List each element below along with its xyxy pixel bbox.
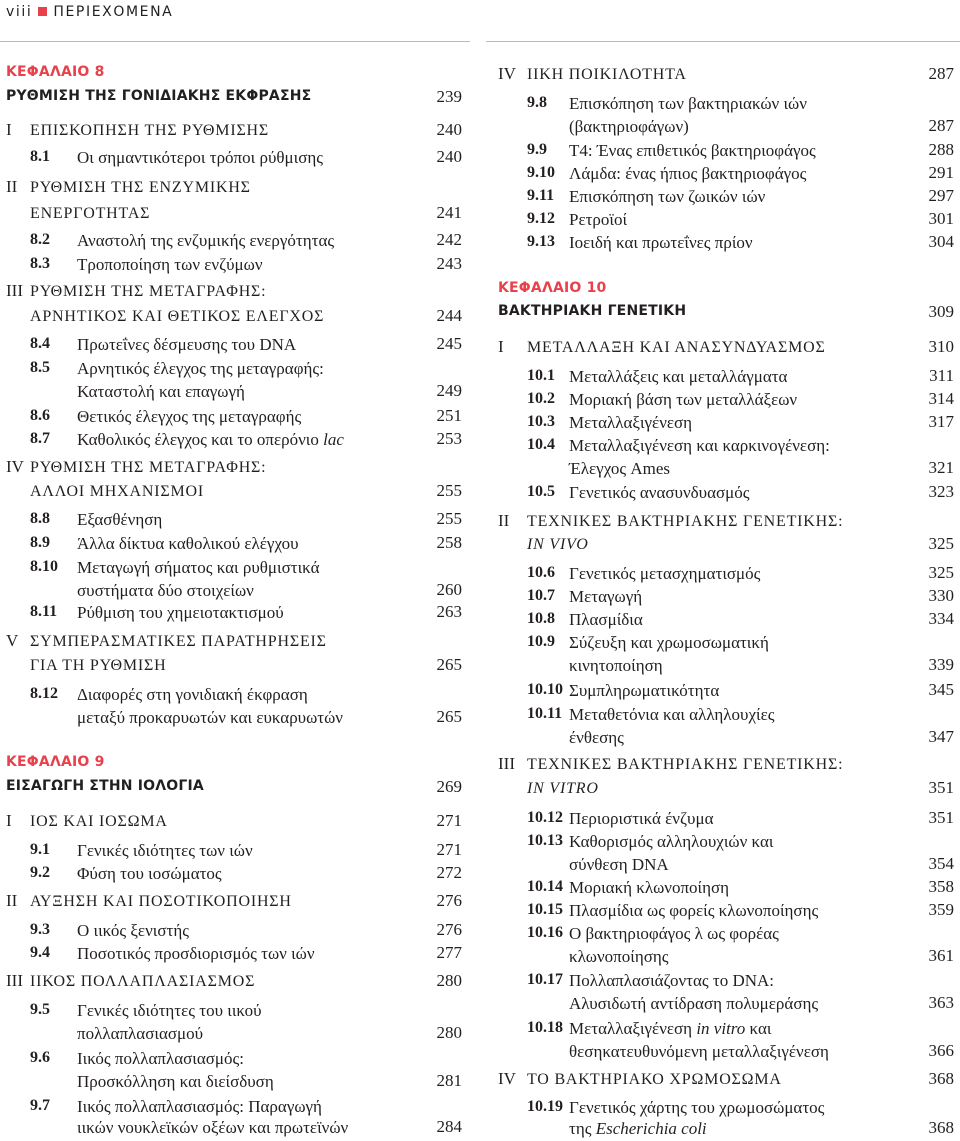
page-number: 354 (928, 854, 954, 873)
section-numeral: V (6, 631, 19, 650)
section-title-line1: ΡΥΘΜΙΣΗ ΤΗΣ ΕΝΖΥΜΙΚΗΣ (30, 179, 251, 196)
entry-title: Ρύθμιση του χημειοτακτισμού (77, 603, 284, 622)
entry-number: 10.5 (527, 483, 555, 500)
entry-title: Γενετικός μετασχηματισμός (569, 564, 761, 583)
page-number: 242 (436, 230, 462, 249)
page-number: 280 (436, 1023, 462, 1042)
entry-title-line1: Γενικές ιδιότητες του ιικού (77, 1001, 262, 1020)
entry-title-line1: Ο βακτηριοφάγος λ ως φορέας (569, 924, 779, 943)
entry-number: 9.8 (527, 94, 547, 111)
entry-title-text: της (569, 1119, 592, 1138)
entry-number: 8.10 (30, 558, 58, 575)
page-number: 284 (436, 1117, 462, 1136)
entry-number: 10.2 (527, 390, 555, 407)
page-number: 277 (436, 943, 462, 962)
entry-title: Ιοειδή και πρωτεΐνες πρίον (569, 233, 753, 252)
entry-number: 10.4 (527, 436, 555, 453)
page-number: 260 (436, 580, 462, 599)
section-title-line2: ΑΡΝΗΤΙΚΟΣ ΚΑΙ ΘΕΤΙΚΟΣ ΕΛΕΓΧΟΣ (30, 308, 325, 325)
section-numeral: I (6, 811, 12, 830)
page-number: 253 (436, 429, 462, 448)
page-number: 287 (928, 116, 954, 135)
entry-number: 9.13 (527, 233, 555, 250)
entry-number: 10.8 (527, 610, 555, 627)
entry-title: Τροποποίηση των ενζύμων (77, 255, 263, 274)
page-number: 271 (436, 840, 462, 859)
page-number: 309 (928, 302, 954, 321)
page-number: 244 (436, 306, 462, 325)
entry-title-italic: Escherichia coli (595, 1119, 707, 1138)
entry-title-text: Μεταλλαξιγένεση (569, 1019, 693, 1038)
page-number: 245 (436, 334, 462, 353)
red-square-icon (38, 7, 47, 16)
page-number: 287 (928, 64, 954, 83)
entry-number: 9.5 (30, 1001, 50, 1018)
entry-title-line2: κλωνοποίησης (569, 947, 669, 966)
entry-title-line1: Επισκόπηση των βακτηριακών ιών (569, 94, 807, 113)
entry-title-line2: συστήματα δύο στοιχείων (77, 581, 254, 600)
entry-title-line1: Καθορισμός αλληλουχιών και (569, 832, 774, 851)
entry-title: Περιοριστικά ένζυμα (569, 809, 714, 828)
entry-number: 10.7 (527, 587, 555, 604)
section-title-line1: ΡΥΘΜΙΣΗ ΤΗΣ ΜΕΤΑΓΡΑΦΗΣ: (30, 459, 267, 476)
entry-number: 9.4 (30, 944, 50, 961)
entry-title-line2: ιικών νουκλεϊκών οξέων και πρωτεϊνών (77, 1118, 349, 1137)
entry-title: Μεταγωγή (569, 587, 643, 606)
section-numeral: I (498, 337, 504, 356)
section-title-line1: ΤΕΧΝΙΚΕΣ ΒΑΚΤΗΡΙΑΚΗΣ ΓΕΝΕΤΙΚΗΣ: (527, 513, 844, 530)
entry-title: Ποσοτικός προσδιορισμός των ιών (77, 944, 315, 963)
entry-number: 10.9 (527, 633, 555, 650)
entry-title: Μεταλλάξεις και μεταλλάγματα (569, 367, 788, 386)
page-number: 347 (928, 727, 954, 746)
entry-title: Πλασμίδια ως φορείς κλωνοποίησης (569, 901, 819, 920)
entry-title-line2: ένθεσης (569, 728, 624, 747)
page-number: 240 (436, 147, 462, 166)
chapter-title: ΕΙΣΑΓΩΓΗ ΣΤΗΝ ΙΟΛΟΓΙΑ (6, 778, 204, 794)
page-number: 258 (436, 533, 462, 552)
entry-title-line1: Πολλαπλασιάζοντας το DNA: (569, 971, 774, 990)
page-number: 351 (928, 808, 954, 827)
page-number: 239 (436, 87, 462, 106)
entry-title-line1: Μεταγωγή σήματος και ρυθμιστικά (77, 558, 320, 577)
page-number: 325 (928, 563, 954, 582)
page-number: 265 (436, 655, 462, 674)
entry-number: 8.8 (30, 510, 50, 527)
section-title-line2: ΑΛΛΟΙ ΜΗΧΑΝΙΣΜΟΙ (30, 483, 204, 500)
header-label: ΠΕΡΙΕΧΟΜΕΝΑ (53, 4, 174, 20)
entry-title: Ρετροϊοί (569, 210, 628, 229)
entry-title-line2: Καταστολή και επαγωγή (77, 382, 245, 401)
chapter-title: ΒΑΚΤΗΡΙΑΚΗ ΓΕΝΕΤΙΚΗ (498, 303, 687, 319)
entry-title-line1: Μεταλλαξιγένεση και καρκινογένεση: (569, 436, 830, 455)
entry-title: Μεταλλαξιγένεση (569, 413, 693, 432)
section-title-line2: IN VITRO (527, 780, 599, 797)
entry-title (77, 429, 344, 451)
section-numeral: IV (6, 457, 24, 476)
entry-number: 9.11 (527, 187, 555, 204)
entry-number: 10.19 (527, 1098, 563, 1115)
section-title-line2: ΕΝΕΡΓΟΤΗΤΑΣ (30, 205, 151, 222)
section-numeral: III (6, 971, 23, 990)
entry-number: 10.17 (527, 971, 563, 988)
header-rule-left (0, 41, 470, 42)
entry-number: 8.4 (30, 335, 50, 352)
section-title-line1: ΣΥΜΠΕΡΑΣΜΑΤΙΚΕΣ ΠΑΡΑΤΗΡΗΣΕΙΣ (30, 633, 327, 650)
chapter-label: ΚΕΦΑΛΑΙΟ 9 (6, 754, 105, 770)
entry-number: 10.6 (527, 564, 555, 581)
entry-title-italic: lac (323, 430, 344, 449)
section-title-line2: IN VIVO (527, 536, 589, 553)
page-number: 255 (436, 509, 462, 528)
entry-number: 10.15 (527, 901, 563, 918)
page-number: viii (6, 4, 33, 20)
entry-number: 8.11 (30, 603, 58, 620)
page-number: 272 (436, 863, 462, 882)
section-title: ΙΙΚΟΣ ΠΟΛΛΑΠΛΑΣΙΑΣΜΟΣ (30, 973, 256, 990)
page-number: 317 (928, 412, 954, 431)
section-numeral: IV (498, 1069, 516, 1088)
page-number: 334 (928, 609, 954, 628)
entry-number: 9.9 (527, 141, 547, 158)
page-number: 241 (436, 203, 462, 222)
entry-number: 10.16 (527, 924, 563, 941)
section-numeral: II (6, 177, 18, 196)
entry-title: Μοριακή κλωνοποίηση (569, 878, 730, 897)
entry-number: 9.2 (30, 864, 50, 881)
page-number: 345 (928, 680, 954, 699)
entry-title: Πρωτεΐνες δέσμευσης του DNA (77, 335, 297, 354)
page-number: 311 (929, 366, 954, 385)
page-number: 271 (436, 811, 462, 830)
entry-title-line1 (569, 1018, 771, 1040)
entry-number: 8.6 (30, 407, 50, 424)
page-number: 351 (928, 778, 954, 797)
section-title: ΤΟ ΒΑΚΤΗΡΙΑΚΟ ΧΡΩΜΟΣΩΜΑ (527, 1071, 782, 1088)
entry-title: Οι σημαντικότεροι τρόποι ρύθμισης (77, 148, 323, 167)
section-title-line2: ΓΙΑ ΤΗ ΡΥΘΜΙΣΗ (30, 657, 167, 674)
page-number: 368 (928, 1069, 954, 1088)
entry-number: 10.13 (527, 832, 563, 849)
entry-title-line1: Ιικός πολλαπλασιασμός: (77, 1049, 244, 1068)
page-number: 281 (436, 1071, 462, 1090)
entry-title-text: Καθολικός έλεγχος και το οπερόνιο (77, 430, 319, 449)
page-number: 297 (928, 186, 954, 205)
page-number: 358 (928, 877, 954, 896)
page-number: 323 (928, 482, 954, 501)
chapter-label: ΚΕΦΑΛΑΙΟ 8 (6, 64, 105, 80)
section-numeral: II (6, 891, 18, 910)
entry-title: Φύση του ιοσώματος (77, 864, 222, 883)
running-header (6, 4, 173, 20)
section-title: ΑΥΞΗΣΗ ΚΑΙ ΠΟΣΟΤΙΚΟΠΟΙΗΣΗ (30, 893, 292, 910)
page-number: 301 (928, 209, 954, 228)
entry-title: Αναστολή της ενζυμικής ενεργότητας (77, 231, 335, 250)
entry-number: 10.10 (527, 681, 563, 698)
page-number: 361 (928, 946, 954, 965)
page-number: 310 (928, 337, 954, 356)
entry-title-line1: Γενετικός χάρτης του χρωμοσώματος (569, 1098, 825, 1117)
entry-title: Πλασμίδια (569, 610, 643, 629)
page-number: 240 (436, 120, 462, 139)
page-number: 330 (928, 586, 954, 605)
entry-title-line2: σύνθεση DNA (569, 855, 669, 874)
page-number: 325 (928, 534, 954, 553)
entry-title: Γενετικός ανασυνδυασμός (569, 483, 750, 502)
entry-number: 10.12 (527, 809, 563, 826)
entry-title: Μοριακή βάση των μεταλλάξεων (569, 390, 798, 409)
entry-title-line2: μεταξύ προκαρυωτών και ευκαρυωτών (77, 708, 343, 727)
entry-title-line2: Προσκόλληση και διείσδυση (77, 1072, 274, 1091)
chapter-label: ΚΕΦΑΛΑΙΟ 10 (498, 280, 607, 296)
section-title: ΜΕΤΑΛΛΑΞΗ ΚΑΙ ΑΝΑΣΥΝΔΥΑΣΜΟΣ (527, 339, 826, 356)
page-number: 276 (436, 891, 462, 910)
entry-number: 8.5 (30, 359, 50, 376)
entry-number: 10.11 (527, 705, 563, 722)
entry-title-line1: Μεταθετόνια και αλληλουχίες (569, 705, 775, 724)
page-number: 265 (436, 707, 462, 726)
chapter-title: ΡΥΘΜΙΣΗ ΤΗΣ ΓΟΝΙΔΙΑΚΗΣ ΕΚΦΡΑΣΗΣ (6, 88, 312, 104)
page-number: 304 (928, 232, 954, 251)
entry-number: 10.18 (527, 1019, 563, 1036)
entry-title: Θετικός έλεγχος της μεταγραφής (77, 407, 302, 426)
entry-number: 8.12 (30, 685, 58, 702)
page-number: 288 (928, 140, 954, 159)
entry-number: 9.3 (30, 921, 50, 938)
section-title-line1: ΡΥΘΜΙΣΗ ΤΗΣ ΜΕΤΑΓΡΑΦΗΣ: (30, 283, 267, 300)
page-number: 359 (928, 900, 954, 919)
page-number: 339 (928, 655, 954, 674)
entry-number: 8.3 (30, 255, 50, 272)
entry-title-line2: θεσηκατευθυνόμενη μεταλλαξιγένεση (569, 1042, 829, 1061)
entry-title-line1: Σύζευξη και χρωμοσωματική (569, 633, 769, 652)
entry-number: 9.12 (527, 210, 555, 227)
entry-title-line2: πολλαπλασιασμού (77, 1024, 204, 1043)
page-number: 314 (928, 389, 954, 408)
entry-title-line1: Ιικός πολλαπλασιασμός: Παραγωγή (77, 1097, 322, 1116)
page-number: 368 (928, 1118, 954, 1137)
section-numeral: I (6, 120, 12, 139)
entry-number: 8.1 (30, 148, 50, 165)
page-number: 255 (436, 481, 462, 500)
page-number: 291 (928, 163, 954, 182)
page-number: 366 (928, 1041, 954, 1060)
entry-number: 9.6 (30, 1049, 50, 1066)
entry-title: Γενικές ιδιότητες των ιών (77, 841, 253, 860)
section-title: ΙΙΚΗ ΠΟΙΚΙΛΟΤΗΤΑ (527, 66, 687, 83)
page-number: 249 (436, 381, 462, 400)
entry-number: 10.1 (527, 367, 555, 384)
entry-title: Λάμδα: ένας ήπιος βακτηριοφάγος (569, 164, 807, 183)
entry-number: 8.2 (30, 231, 50, 248)
page-number: 276 (436, 920, 462, 939)
entry-title-line2 (569, 1118, 707, 1140)
entry-number: 9.10 (527, 164, 555, 181)
page-number: 269 (436, 777, 462, 796)
entry-title-line2: Αλυσιδωτή αντίδραση πολυμεράσης (569, 994, 819, 1013)
entry-title-line2: Έλεγχος Ames (569, 459, 671, 478)
section-numeral: IV (498, 64, 516, 83)
section-title-line1: ΤΕΧΝΙΚΕΣ ΒΑΚΤΗΡΙΑΚΗΣ ΓΕΝΕΤΙΚΗΣ: (527, 756, 844, 773)
entry-number: 9.7 (30, 1097, 50, 1114)
entry-title: Άλλα δίκτυα καθολικού ελέγχου (77, 534, 299, 553)
entry-title-line1: Διαφορές στη γονιδιακή έκφραση (77, 685, 308, 704)
entry-title: Ο ιικός ξενιστής (77, 921, 189, 940)
section-title: ΙΟΣ ΚΑΙ ΙΟΣΩΜΑ (30, 813, 168, 830)
page-number: 363 (928, 993, 954, 1012)
entry-number: 9.1 (30, 841, 50, 858)
entry-title: Επισκόπηση των ζωικών ιών (569, 187, 766, 206)
page-number: 251 (436, 406, 462, 425)
entry-title-text: και (749, 1019, 772, 1038)
entry-title: Εξασθένηση (77, 510, 163, 529)
entry-title: Συμπληρωματικότητα (569, 681, 720, 700)
entry-title-italic: in vitro (696, 1019, 746, 1038)
entry-number: 10.3 (527, 413, 555, 430)
entry-number: 10.14 (527, 878, 563, 895)
entry-title-line2: κινητοποίηση (569, 656, 663, 675)
header-rule-right (486, 41, 960, 42)
entry-title: Τ4: Ένας επιθετικός βακτηριοφάγος (569, 141, 816, 160)
page-number: 321 (928, 458, 954, 477)
entry-title-line2: (βακτηριοφάγων) (569, 117, 689, 136)
entry-number: 8.7 (30, 430, 50, 447)
entry-number: 8.9 (30, 534, 50, 551)
entry-title-line1: Αρνητικός έλεγχος της μεταγραφής: (77, 359, 324, 378)
page-number: 243 (436, 254, 462, 273)
section-numeral: III (6, 281, 23, 300)
page-number: 263 (436, 602, 462, 621)
page-number: 280 (436, 971, 462, 990)
section-numeral: III (498, 754, 515, 773)
section-title: ΕΠΙΣΚΟΠΗΣΗ ΤΗΣ ΡΥΘΜΙΣΗΣ (30, 122, 270, 139)
section-numeral: II (498, 511, 510, 530)
